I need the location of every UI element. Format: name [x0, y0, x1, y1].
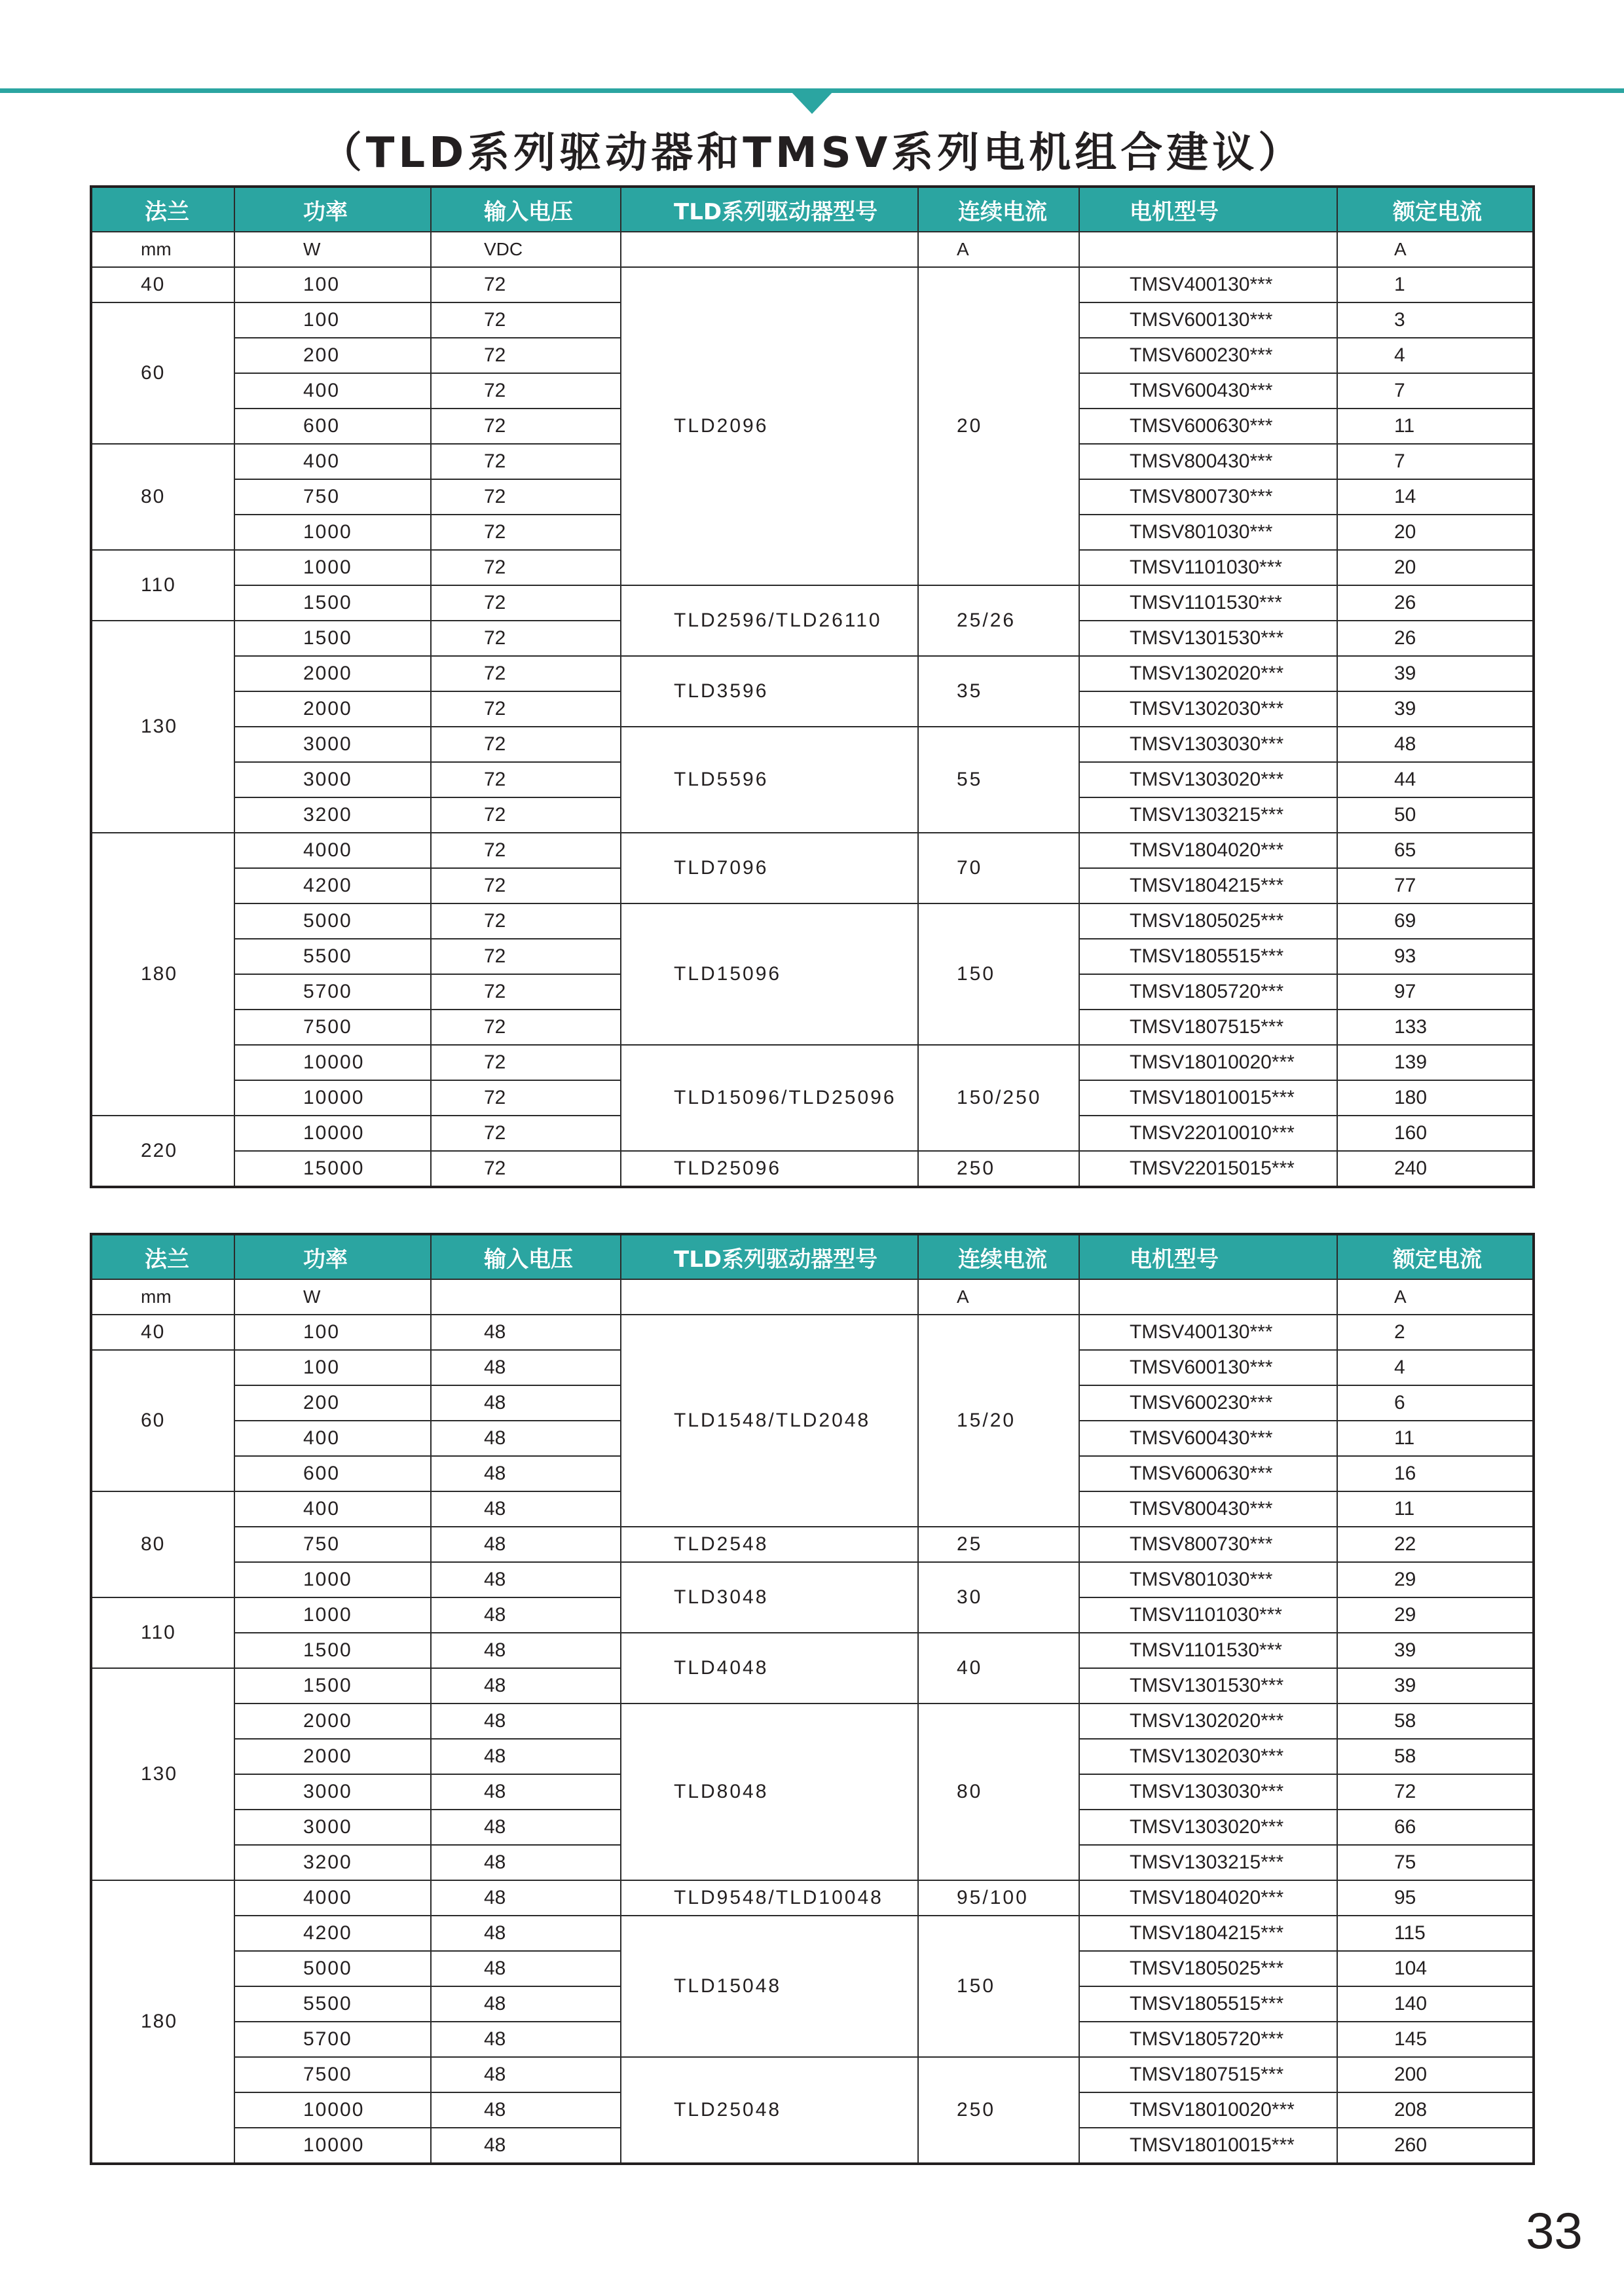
voltage-cell: 72: [431, 1151, 621, 1187]
voltage-cell: 72: [431, 1080, 621, 1116]
driver-model-cell: TLD5596: [621, 727, 918, 833]
unit-driver: [621, 232, 918, 267]
rated-current-cell: 3: [1337, 302, 1534, 338]
page-number: 33: [1526, 2202, 1583, 2259]
rated-current-cell: 26: [1337, 585, 1534, 621]
motor-model-cell: TMSV800730***: [1079, 479, 1337, 515]
rated-current-cell: 77: [1337, 868, 1534, 903]
continuous-current-cell: 150: [918, 1916, 1079, 2057]
voltage-cell: 72: [431, 1010, 621, 1045]
power-cell: 5000: [234, 1951, 431, 1986]
motor-model-cell: TMSV600230***: [1079, 1385, 1337, 1421]
header-continuous-current: 连续电流: [918, 187, 1079, 232]
power-cell: 100: [234, 1350, 431, 1385]
voltage-cell: 48: [431, 2022, 621, 2057]
voltage-cell: 72: [431, 691, 621, 727]
power-cell: 10000: [234, 1045, 431, 1080]
motor-model-cell: TMSV1303020***: [1079, 762, 1337, 797]
unit-flange: mm: [91, 1279, 234, 1315]
continuous-current-cell: 20: [918, 267, 1079, 585]
rated-current-cell: 115: [1337, 1916, 1534, 1951]
motor-model-cell: TMSV1805025***: [1079, 1951, 1337, 1986]
power-cell: 4200: [234, 868, 431, 903]
rated-current-cell: 133: [1337, 1010, 1534, 1045]
power-cell: 400: [234, 444, 431, 479]
motor-model-cell: TMSV600130***: [1079, 1350, 1337, 1385]
power-cell: 1500: [234, 621, 431, 656]
rated-current-cell: 50: [1337, 797, 1534, 833]
voltage-cell: 72: [431, 656, 621, 691]
rated-current-cell: 16: [1337, 1456, 1534, 1491]
power-cell: 100: [234, 267, 431, 302]
header-flange: 法兰: [91, 1234, 234, 1279]
header-driver-model: TLD系列驱动器型号: [621, 187, 918, 232]
table-row: [91, 1151, 1534, 1187]
voltage-cell: 48: [431, 1845, 621, 1880]
table-row: [91, 656, 1534, 691]
power-cell: 1000: [234, 1562, 431, 1597]
voltage-cell: 48: [431, 1456, 621, 1491]
header-input-voltage: 输入电压: [431, 187, 621, 232]
voltage-cell: 72: [431, 727, 621, 762]
flange-cell: 130: [91, 1668, 234, 1880]
motor-model-cell: TMSV1101030***: [1079, 550, 1337, 585]
motor-model-cell: TMSV1303215***: [1079, 1845, 1337, 1880]
rated-current-cell: 140: [1337, 1986, 1534, 2022]
driver-model-cell: TLD2596/TLD26110: [621, 585, 918, 656]
voltage-cell: 48: [431, 1916, 621, 1951]
unit-driver: [621, 1279, 918, 1315]
rated-current-cell: 4: [1337, 1350, 1534, 1385]
header-power: 功率: [234, 187, 431, 232]
voltage-cell: 72: [431, 267, 621, 302]
power-cell: 3000: [234, 727, 431, 762]
flange-cell: 180: [91, 1880, 234, 2164]
voltage-cell: 48: [431, 2092, 621, 2128]
table-header-row: [91, 1234, 1534, 1279]
rated-current-cell: 11: [1337, 409, 1534, 444]
continuous-current-cell: 25/26: [918, 585, 1079, 656]
voltage-cell: 48: [431, 1880, 621, 1916]
power-cell: 10000: [234, 1116, 431, 1151]
rated-current-cell: 29: [1337, 1597, 1534, 1633]
unit-voltage: VDC: [431, 232, 621, 267]
voltage-cell: 72: [431, 338, 621, 373]
voltage-cell: 72: [431, 585, 621, 621]
flange-cell: 130: [91, 621, 234, 833]
rated-current-cell: 14: [1337, 479, 1534, 515]
voltage-cell: 48: [431, 1562, 621, 1597]
driver-model-cell: TLD2096: [621, 267, 918, 585]
rated-current-cell: 208: [1337, 2092, 1534, 2128]
power-cell: 2000: [234, 1739, 431, 1774]
motor-model-cell: TMSV600130***: [1079, 302, 1337, 338]
table-row: [91, 1704, 1534, 1739]
unit-voltage: [431, 1279, 621, 1315]
rated-current-cell: 44: [1337, 762, 1534, 797]
continuous-current-cell: 25: [918, 1527, 1079, 1562]
rated-current-cell: 29: [1337, 1562, 1534, 1597]
table-row: [91, 903, 1534, 939]
continuous-current-cell: 15/20: [918, 1315, 1079, 1527]
motor-model-cell: TMSV600630***: [1079, 1456, 1337, 1491]
unit-rated-current: A: [1337, 232, 1534, 267]
motor-model-cell: TMSV1303215***: [1079, 797, 1337, 833]
unit-motor: [1079, 232, 1337, 267]
header-flange: 法兰: [91, 187, 234, 232]
continuous-current-cell: 95/100: [918, 1880, 1079, 1916]
continuous-current-cell: 40: [918, 1633, 1079, 1704]
voltage-cell: 72: [431, 1116, 621, 1151]
motor-model-cell: TMSV800730***: [1079, 1527, 1337, 1562]
header-pointer-icon: [791, 92, 833, 114]
rated-current-cell: 20: [1337, 515, 1534, 550]
unit-continuous-current: A: [918, 232, 1079, 267]
voltage-cell: 72: [431, 409, 621, 444]
power-cell: 3000: [234, 762, 431, 797]
rated-current-cell: 75: [1337, 1845, 1534, 1880]
motor-model-cell: TMSV400130***: [1079, 1315, 1337, 1350]
voltage-cell: 48: [431, 2128, 621, 2164]
header-motor-model: 电机型号: [1079, 1234, 1337, 1279]
voltage-cell: 48: [431, 2057, 621, 2092]
motor-model-cell: TMSV800430***: [1079, 444, 1337, 479]
voltage-cell: 72: [431, 373, 621, 409]
power-cell: 200: [234, 338, 431, 373]
power-cell: 10000: [234, 1080, 431, 1116]
table-row: [91, 833, 1534, 868]
unit-power: W: [234, 232, 431, 267]
voltage-cell: 72: [431, 903, 621, 939]
table-header-row: [91, 187, 1534, 232]
driver-model-cell: TLD15096: [621, 903, 918, 1045]
power-cell: 10000: [234, 2092, 431, 2128]
motor-model-cell: TMSV600230***: [1079, 338, 1337, 373]
voltage-cell: 48: [431, 1986, 621, 2022]
power-cell: 5000: [234, 903, 431, 939]
driver-model-cell: TLD1548/TLD2048: [621, 1315, 918, 1527]
rated-current-cell: 39: [1337, 1633, 1534, 1668]
voltage-cell: 48: [431, 1633, 621, 1668]
units-row: [91, 232, 1534, 267]
flange-cell: 180: [91, 833, 234, 1116]
flange-cell: 60: [91, 302, 234, 444]
driver-model-cell: TLD4048: [621, 1633, 918, 1704]
continuous-current-cell: 250: [918, 1151, 1079, 1187]
motor-model-cell: TMSV22015015***: [1079, 1151, 1337, 1187]
motor-model-cell: TMSV1101530***: [1079, 585, 1337, 621]
combination-table-48v: [90, 1233, 1535, 2165]
flange-cell: 220: [91, 1116, 234, 1187]
rated-current-cell: 20: [1337, 550, 1534, 585]
power-cell: 600: [234, 1456, 431, 1491]
continuous-current-cell: 150/250: [918, 1045, 1079, 1151]
rated-current-cell: 200: [1337, 2057, 1534, 2092]
power-cell: 7500: [234, 2057, 431, 2092]
power-cell: 200: [234, 1385, 431, 1421]
table-row: [91, 1045, 1534, 1080]
motor-model-cell: TMSV1302020***: [1079, 656, 1337, 691]
motor-model-cell: TMSV1804215***: [1079, 1916, 1337, 1951]
table-row: [91, 727, 1534, 762]
motor-model-cell: TMSV1301530***: [1079, 621, 1337, 656]
voltage-cell: 48: [431, 1527, 621, 1562]
header-power: 功率: [234, 1234, 431, 1279]
continuous-current-cell: 30: [918, 1562, 1079, 1633]
flange-cell: 80: [91, 444, 234, 550]
motor-model-cell: TMSV1805515***: [1079, 939, 1337, 974]
power-cell: 1500: [234, 585, 431, 621]
rated-current-cell: 39: [1337, 691, 1534, 727]
motor-model-cell: TMSV18010015***: [1079, 2128, 1337, 2164]
voltage-cell: 72: [431, 550, 621, 585]
voltage-cell: 72: [431, 939, 621, 974]
motor-model-cell: TMSV18010015***: [1079, 1080, 1337, 1116]
rated-current-cell: 58: [1337, 1704, 1534, 1739]
power-cell: 4000: [234, 1880, 431, 1916]
flange-cell: 60: [91, 1350, 234, 1491]
rated-current-cell: 2: [1337, 1315, 1534, 1350]
power-cell: 750: [234, 479, 431, 515]
driver-model-cell: TLD15048: [621, 1916, 918, 2057]
motor-model-cell: TMSV600430***: [1079, 373, 1337, 409]
voltage-cell: 72: [431, 797, 621, 833]
rated-current-cell: 6: [1337, 1385, 1534, 1421]
voltage-cell: 48: [431, 1491, 621, 1527]
voltage-cell: 72: [431, 762, 621, 797]
motor-model-cell: TMSV1302020***: [1079, 1704, 1337, 1739]
unit-power: W: [234, 1279, 431, 1315]
motor-model-cell: TMSV22010010***: [1079, 1116, 1337, 1151]
voltage-cell: 72: [431, 515, 621, 550]
driver-model-cell: TLD25096: [621, 1151, 918, 1187]
flange-cell: 110: [91, 550, 234, 621]
motor-model-cell: TMSV801030***: [1079, 1562, 1337, 1597]
rated-current-cell: 48: [1337, 727, 1534, 762]
voltage-cell: 48: [431, 1774, 621, 1810]
voltage-cell: 72: [431, 1045, 621, 1080]
power-cell: 5500: [234, 939, 431, 974]
voltage-cell: 48: [431, 1739, 621, 1774]
power-cell: 400: [234, 1421, 431, 1456]
flange-cell: 40: [91, 1315, 234, 1350]
rated-current-cell: 66: [1337, 1810, 1534, 1845]
voltage-cell: 72: [431, 833, 621, 868]
voltage-cell: 48: [431, 1385, 621, 1421]
motor-model-cell: TMSV801030***: [1079, 515, 1337, 550]
voltage-cell: 48: [431, 1810, 621, 1845]
page-title: （TLD系列驱动器和TMSV系列电机组合建议）: [320, 129, 1304, 177]
continuous-current-cell: 150: [918, 903, 1079, 1045]
table-row: [91, 2057, 1534, 2092]
unit-flange: mm: [91, 232, 234, 267]
power-cell: 4200: [234, 1916, 431, 1951]
rated-current-cell: 72: [1337, 1774, 1534, 1810]
motor-model-cell: TMSV1303030***: [1079, 1774, 1337, 1810]
voltage-cell: 48: [431, 1350, 621, 1385]
table-row: [91, 1562, 1534, 1597]
rated-current-cell: 7: [1337, 373, 1534, 409]
motor-model-cell: TMSV1805720***: [1079, 974, 1337, 1010]
power-cell: 100: [234, 1315, 431, 1350]
driver-model-cell: TLD8048: [621, 1704, 918, 1880]
flange-cell: 40: [91, 267, 234, 302]
power-cell: 3200: [234, 797, 431, 833]
driver-model-cell: TLD15096/TLD25096: [621, 1045, 918, 1151]
table-row: [91, 585, 1534, 621]
table-row: [91, 1315, 1534, 1350]
power-cell: 400: [234, 373, 431, 409]
table-row: [91, 1880, 1534, 1916]
power-cell: 5500: [234, 1986, 431, 2022]
rated-current-cell: 260: [1337, 2128, 1534, 2164]
motor-model-cell: TMSV1804020***: [1079, 1880, 1337, 1916]
voltage-cell: 48: [431, 1668, 621, 1704]
motor-model-cell: TMSV600630***: [1079, 409, 1337, 444]
rated-current-cell: 7: [1337, 444, 1534, 479]
power-cell: 5700: [234, 2022, 431, 2057]
power-cell: 1500: [234, 1668, 431, 1704]
power-cell: 400: [234, 1491, 431, 1527]
voltage-cell: 72: [431, 444, 621, 479]
voltage-cell: 48: [431, 1704, 621, 1739]
power-cell: 2000: [234, 656, 431, 691]
motor-model-cell: TMSV1303030***: [1079, 727, 1337, 762]
table-row: [91, 267, 1534, 302]
motor-model-cell: TMSV18010020***: [1079, 2092, 1337, 2128]
rated-current-cell: 39: [1337, 656, 1534, 691]
motor-model-cell: TMSV1807515***: [1079, 2057, 1337, 2092]
motor-model-cell: TMSV1101030***: [1079, 1597, 1337, 1633]
motor-model-cell: TMSV1302030***: [1079, 1739, 1337, 1774]
power-cell: 7500: [234, 1010, 431, 1045]
unit-continuous-current: A: [918, 1279, 1079, 1315]
voltage-cell: 72: [431, 621, 621, 656]
continuous-current-cell: 70: [918, 833, 1079, 903]
rated-current-cell: 97: [1337, 974, 1534, 1010]
power-cell: 600: [234, 409, 431, 444]
table-row: [91, 1527, 1534, 1562]
header-driver-model: TLD系列驱动器型号: [621, 1234, 918, 1279]
motor-model-cell: TMSV800430***: [1079, 1491, 1337, 1527]
power-cell: 5700: [234, 974, 431, 1010]
rated-current-cell: 104: [1337, 1951, 1534, 1986]
motor-model-cell: TMSV1807515***: [1079, 1010, 1337, 1045]
driver-model-cell: TLD7096: [621, 833, 918, 903]
driver-model-cell: TLD3048: [621, 1562, 918, 1633]
continuous-current-cell: 55: [918, 727, 1079, 833]
voltage-cell: 48: [431, 1951, 621, 1986]
rated-current-cell: 1: [1337, 267, 1534, 302]
power-cell: 10000: [234, 2128, 431, 2164]
table-row: [91, 1916, 1534, 1951]
header-rated-current: 额定电流: [1337, 1234, 1534, 1279]
rated-current-cell: 4: [1337, 338, 1534, 373]
power-cell: 1500: [234, 1633, 431, 1668]
power-cell: 3200: [234, 1845, 431, 1880]
rated-current-cell: 39: [1337, 1668, 1534, 1704]
rated-current-cell: 93: [1337, 939, 1534, 974]
power-cell: 3000: [234, 1774, 431, 1810]
power-cell: 1000: [234, 1597, 431, 1633]
units-row: [91, 1279, 1534, 1315]
voltage-cell: 72: [431, 302, 621, 338]
rated-current-cell: 69: [1337, 903, 1534, 939]
header-continuous-current: 连续电流: [918, 1234, 1079, 1279]
rated-current-cell: 65: [1337, 833, 1534, 868]
motor-model-cell: TMSV400130***: [1079, 267, 1337, 302]
power-cell: 4000: [234, 833, 431, 868]
rated-current-cell: 145: [1337, 2022, 1534, 2057]
table-row: [91, 1633, 1534, 1668]
driver-model-cell: TLD9548/TLD10048: [621, 1880, 918, 1916]
motor-model-cell: TMSV1101530***: [1079, 1633, 1337, 1668]
flange-cell: 80: [91, 1491, 234, 1597]
motor-model-cell: TMSV1301530***: [1079, 1668, 1337, 1704]
rated-current-cell: 240: [1337, 1151, 1534, 1187]
header-motor-model: 电机型号: [1079, 187, 1337, 232]
motor-model-cell: TMSV1303020***: [1079, 1810, 1337, 1845]
motor-model-cell: TMSV600430***: [1079, 1421, 1337, 1456]
rated-current-cell: 26: [1337, 621, 1534, 656]
rated-current-cell: 11: [1337, 1421, 1534, 1456]
voltage-cell: 72: [431, 868, 621, 903]
rated-current-cell: 160: [1337, 1116, 1534, 1151]
power-cell: 100: [234, 302, 431, 338]
flange-cell: 110: [91, 1597, 234, 1668]
voltage-cell: 72: [431, 974, 621, 1010]
power-cell: 15000: [234, 1151, 431, 1187]
motor-model-cell: TMSV1805025***: [1079, 903, 1337, 939]
rated-current-cell: 58: [1337, 1739, 1534, 1774]
driver-model-cell: TLD2548: [621, 1527, 918, 1562]
rated-current-cell: 180: [1337, 1080, 1534, 1116]
voltage-cell: 48: [431, 1597, 621, 1633]
voltage-cell: 72: [431, 479, 621, 515]
power-cell: 1000: [234, 515, 431, 550]
rated-current-cell: 139: [1337, 1045, 1534, 1080]
driver-model-cell: TLD25048: [621, 2057, 918, 2164]
continuous-current-cell: 80: [918, 1704, 1079, 1880]
combination-table-72v: [90, 185, 1535, 1188]
power-cell: 3000: [234, 1810, 431, 1845]
voltage-cell: 48: [431, 1315, 621, 1350]
header-rated-current: 额定电流: [1337, 187, 1534, 232]
motor-model-cell: TMSV18010020***: [1079, 1045, 1337, 1080]
power-cell: 2000: [234, 691, 431, 727]
driver-model-cell: TLD3596: [621, 656, 918, 727]
continuous-current-cell: 250: [918, 2057, 1079, 2164]
motor-model-cell: TMSV1302030***: [1079, 691, 1337, 727]
rated-current-cell: 11: [1337, 1491, 1534, 1527]
rated-current-cell: 22: [1337, 1527, 1534, 1562]
unit-motor: [1079, 1279, 1337, 1315]
continuous-current-cell: 35: [918, 656, 1079, 727]
power-cell: 750: [234, 1527, 431, 1562]
motor-model-cell: TMSV1805515***: [1079, 1986, 1337, 2022]
unit-rated-current: A: [1337, 1279, 1534, 1315]
rated-current-cell: 95: [1337, 1880, 1534, 1916]
motor-model-cell: TMSV1804020***: [1079, 833, 1337, 868]
motor-model-cell: TMSV1805720***: [1079, 2022, 1337, 2057]
header-input-voltage: 输入电压: [431, 1234, 621, 1279]
voltage-cell: 48: [431, 1421, 621, 1456]
power-cell: 2000: [234, 1704, 431, 1739]
motor-model-cell: TMSV1804215***: [1079, 868, 1337, 903]
power-cell: 1000: [234, 550, 431, 585]
